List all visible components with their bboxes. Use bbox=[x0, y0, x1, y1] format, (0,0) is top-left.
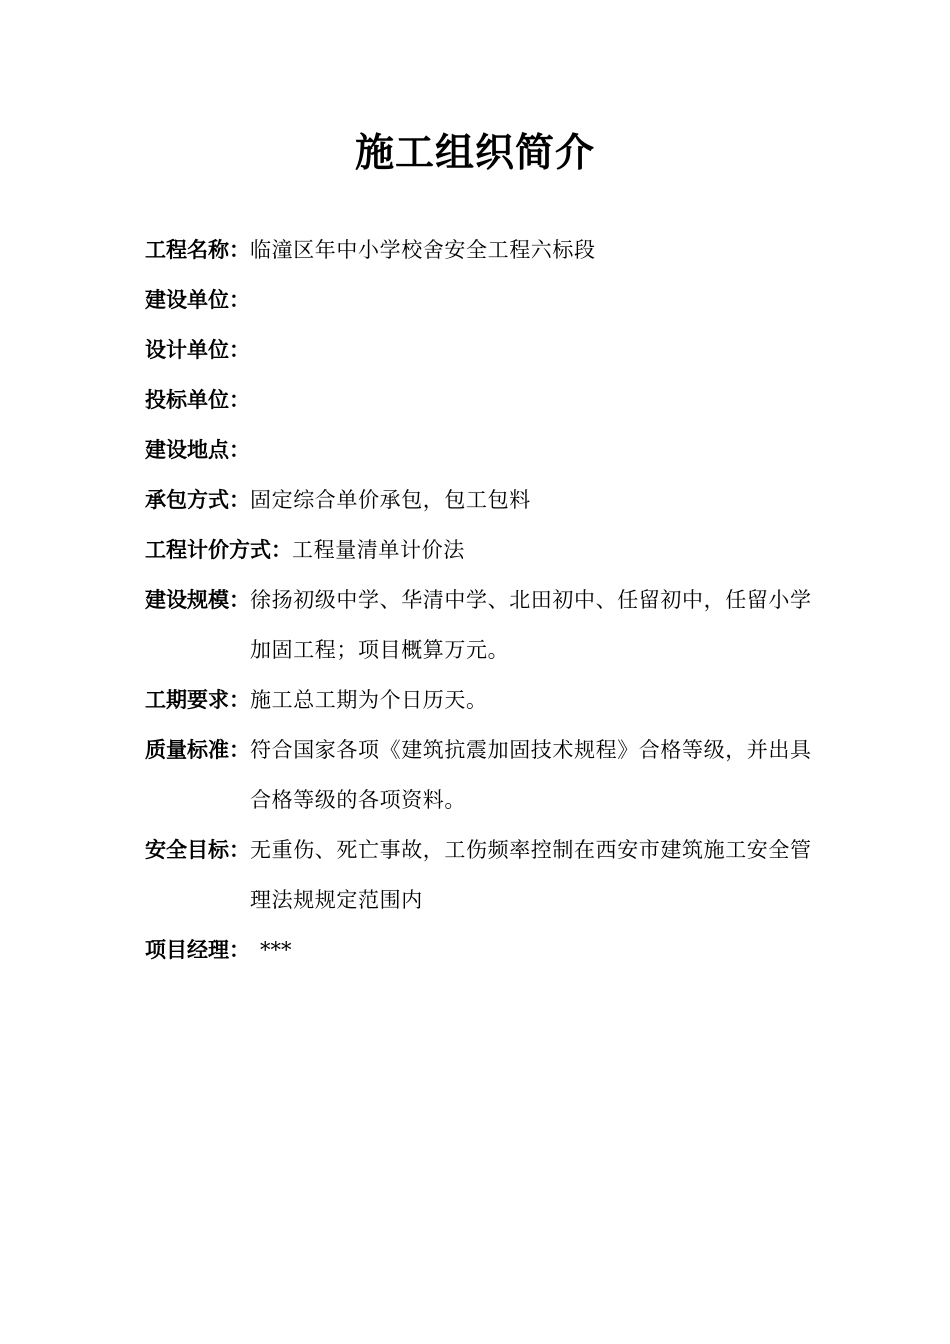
field-safety-target bbox=[145, 825, 815, 925]
field-construction-scale bbox=[145, 575, 815, 675]
field-list bbox=[145, 225, 815, 975]
field-construction-site bbox=[145, 425, 815, 475]
field-value: 符合国家各项《建筑抗震加固技术规程》合格等级，并出具合格等级的各项资料。 bbox=[250, 738, 812, 812]
field-contract-method bbox=[145, 475, 815, 525]
field-value: 徐扬初级中学、华清中学、北田初中、任留初中，任留小学加固工程；项目概算万元。 bbox=[250, 588, 812, 662]
field-pricing-method bbox=[145, 525, 815, 575]
field-bidding-unit bbox=[145, 375, 815, 425]
field-label: 质量标准： bbox=[145, 737, 250, 762]
field-label: 安全目标： bbox=[145, 837, 250, 862]
field-design-unit bbox=[145, 325, 815, 375]
field-value: 临潼区年中小学校舍安全工程六标段 bbox=[250, 238, 596, 262]
field-label: 投标单位： bbox=[145, 387, 250, 412]
field-quality-standard bbox=[145, 725, 815, 825]
field-value: 固定综合单价承包，包工包料 bbox=[250, 488, 531, 512]
field-label: 建设规模： bbox=[145, 587, 250, 612]
field-label: 承包方式： bbox=[145, 487, 250, 512]
field-label: 建设地点： bbox=[145, 437, 250, 462]
field-construction-unit bbox=[145, 275, 815, 325]
field-label: 工程计价方式： bbox=[145, 537, 292, 562]
field-value: *** bbox=[260, 938, 292, 962]
field-label: 项目经理： bbox=[145, 937, 250, 962]
field-value: 工程量清单计价法 bbox=[292, 538, 465, 562]
document-title: 施工组织简介 bbox=[354, 130, 595, 176]
field-label: 设计单位： bbox=[145, 337, 250, 362]
field-label: 工程名称： bbox=[145, 237, 250, 262]
field-project-manager bbox=[145, 925, 815, 975]
field-label: 建设单位： bbox=[145, 287, 250, 312]
field-value: 施工总工期为个日历天。 bbox=[250, 688, 488, 712]
field-value: 无重伤、死亡事故，工伤频率控制在西安市建筑施工安全管理法规规定范围内 bbox=[250, 838, 812, 912]
field-project-name bbox=[145, 225, 815, 275]
field-label: 工期要求： bbox=[145, 687, 250, 712]
field-schedule bbox=[145, 675, 815, 725]
